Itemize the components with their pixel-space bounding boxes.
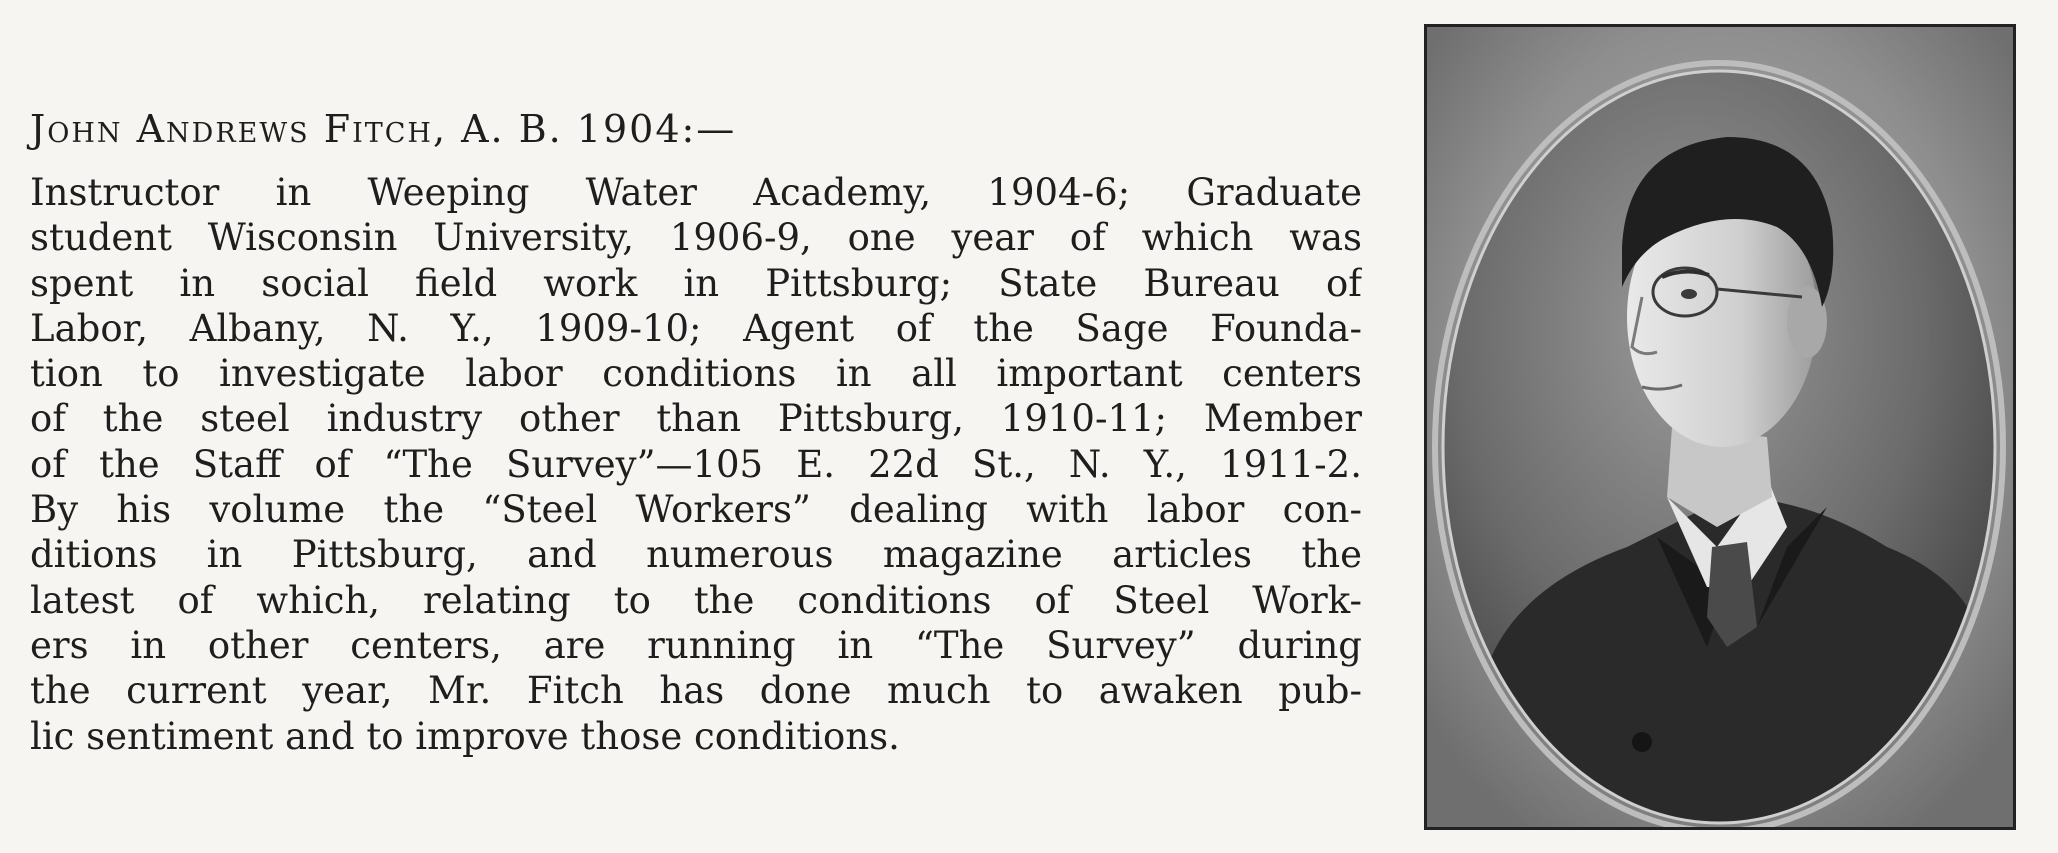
body-line: ers in other centers, are running in “The Survey” during: [30, 623, 1362, 667]
body-line: Labor, Albany, N. Y., 1909-10; Agent of the Sage Founda-: [30, 306, 1362, 350]
body-line: of the Staff of “The Survey”—105 E. 22d St., N. Y., 1911-2.: [30, 442, 1362, 486]
body-line: of the steel industry other than Pittsburg, 1910-11; Member: [30, 397, 1362, 441]
body-line: Instructor in Weeping Water Academy, 1904-6; Graduate: [30, 171, 1362, 214]
body-line: latest of which, relating to the conditions of Steel Work-: [30, 578, 1362, 622]
body-line: lic sentiment and to improve those conditions.: [30, 714, 900, 758]
body-line: By his volume the “Steel Workers” dealing with labor con-: [30, 488, 1362, 532]
body-line: the current year, Mr. Fitch has done much to awaken pub-: [30, 669, 1362, 713]
body-line: ditions in Pittsburg, and numerous magazine articles the: [30, 533, 1362, 577]
portrait-photo: [1424, 24, 2016, 830]
body-line: spent in social field work in Pittsburg; State Bureau of: [30, 261, 1362, 305]
entry-heading: John Andrews Fitch, A. B. 1904:—: [30, 107, 737, 151]
body-line: student Wisconsin University, 1906-9, one year of which was: [30, 216, 1362, 260]
entry-body: [30, 170, 1362, 759]
body-line: tion to investigate labor conditions in all important centers: [30, 352, 1362, 396]
portrait-photo-icon: [1427, 27, 2013, 827]
